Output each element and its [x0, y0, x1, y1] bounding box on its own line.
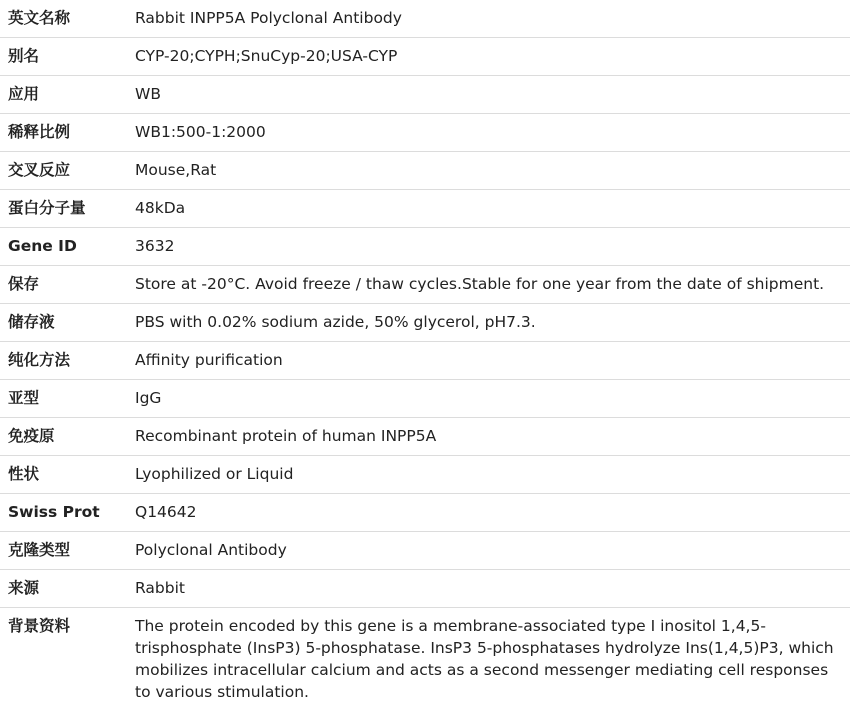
- row-value: Recombinant protein of human INPP5A: [127, 418, 850, 456]
- table-row: [0, 456, 850, 494]
- table-row: [0, 152, 850, 190]
- table-row: [0, 418, 850, 456]
- row-value: Rabbit: [127, 570, 850, 608]
- table-row: [0, 342, 850, 380]
- row-value: Rabbit INPP5A Polyclonal Antibody: [127, 0, 850, 38]
- row-label: 蛋白分子量: [0, 190, 127, 228]
- table-row: [0, 228, 850, 266]
- row-label: 储存液: [0, 304, 127, 342]
- table-row: [0, 304, 850, 342]
- table-row: [0, 76, 850, 114]
- table-row: [0, 608, 850, 712]
- row-label: Swiss Prot: [0, 494, 127, 532]
- row-value: CYP-20;CYPH;SnuCyp-20;USA-CYP: [127, 38, 850, 76]
- row-label: 保存: [0, 266, 127, 304]
- row-value: Affinity purification: [127, 342, 850, 380]
- row-label: 纯化方法: [0, 342, 127, 380]
- row-value: Polyclonal Antibody: [127, 532, 850, 570]
- row-label: 稀释比例: [0, 114, 127, 152]
- row-value: Q14642: [127, 494, 850, 532]
- table-row: [0, 494, 850, 532]
- row-label: 免疫原: [0, 418, 127, 456]
- row-label: 性状: [0, 456, 127, 494]
- row-value: WB: [127, 76, 850, 114]
- row-value: Store at -20°C. Avoid freeze / thaw cycles.Stable for one year from the date of shipment.: [127, 266, 850, 304]
- row-label: 来源: [0, 570, 127, 608]
- row-label: 背景资料: [8, 617, 71, 635]
- row-label: 英文名称: [0, 0, 127, 38]
- row-value: 48kDa: [127, 190, 850, 228]
- row-value: The protein encoded by this gene is a membrane-associated type I inositol 1,4,5-trisphosphate (InsP3) 5-phosphatase. InsP3 5-phosphatases hydrolyze Ins(1,4,5)P3, which mobilizes intracellular calcium and acts as a second messenger mediating cell responses to various stimulation.: [135, 617, 834, 701]
- row-label: 克隆类型: [0, 532, 127, 570]
- row-label: 别名: [0, 38, 127, 76]
- row-value: PBS with 0.02% sodium azide, 50% glycerol, pH7.3.: [127, 304, 850, 342]
- table-row: [0, 190, 850, 228]
- row-label: Gene ID: [0, 228, 127, 266]
- table-row: [0, 114, 850, 152]
- row-label: 交叉反应: [0, 152, 127, 190]
- row-value: Mouse,Rat: [127, 152, 850, 190]
- table-row: [0, 380, 850, 418]
- table-row: [0, 38, 850, 76]
- row-value: 3632: [127, 228, 850, 266]
- table-row: [0, 532, 850, 570]
- table-row: [0, 266, 850, 304]
- row-value: IgG: [127, 380, 850, 418]
- row-label: 应用: [0, 76, 127, 114]
- row-value: WB1:500-1:2000: [127, 114, 850, 152]
- table-row: [0, 570, 850, 608]
- row-label: 亚型: [0, 380, 127, 418]
- row-value: Lyophilized or Liquid: [127, 456, 850, 494]
- table-row: [0, 0, 850, 38]
